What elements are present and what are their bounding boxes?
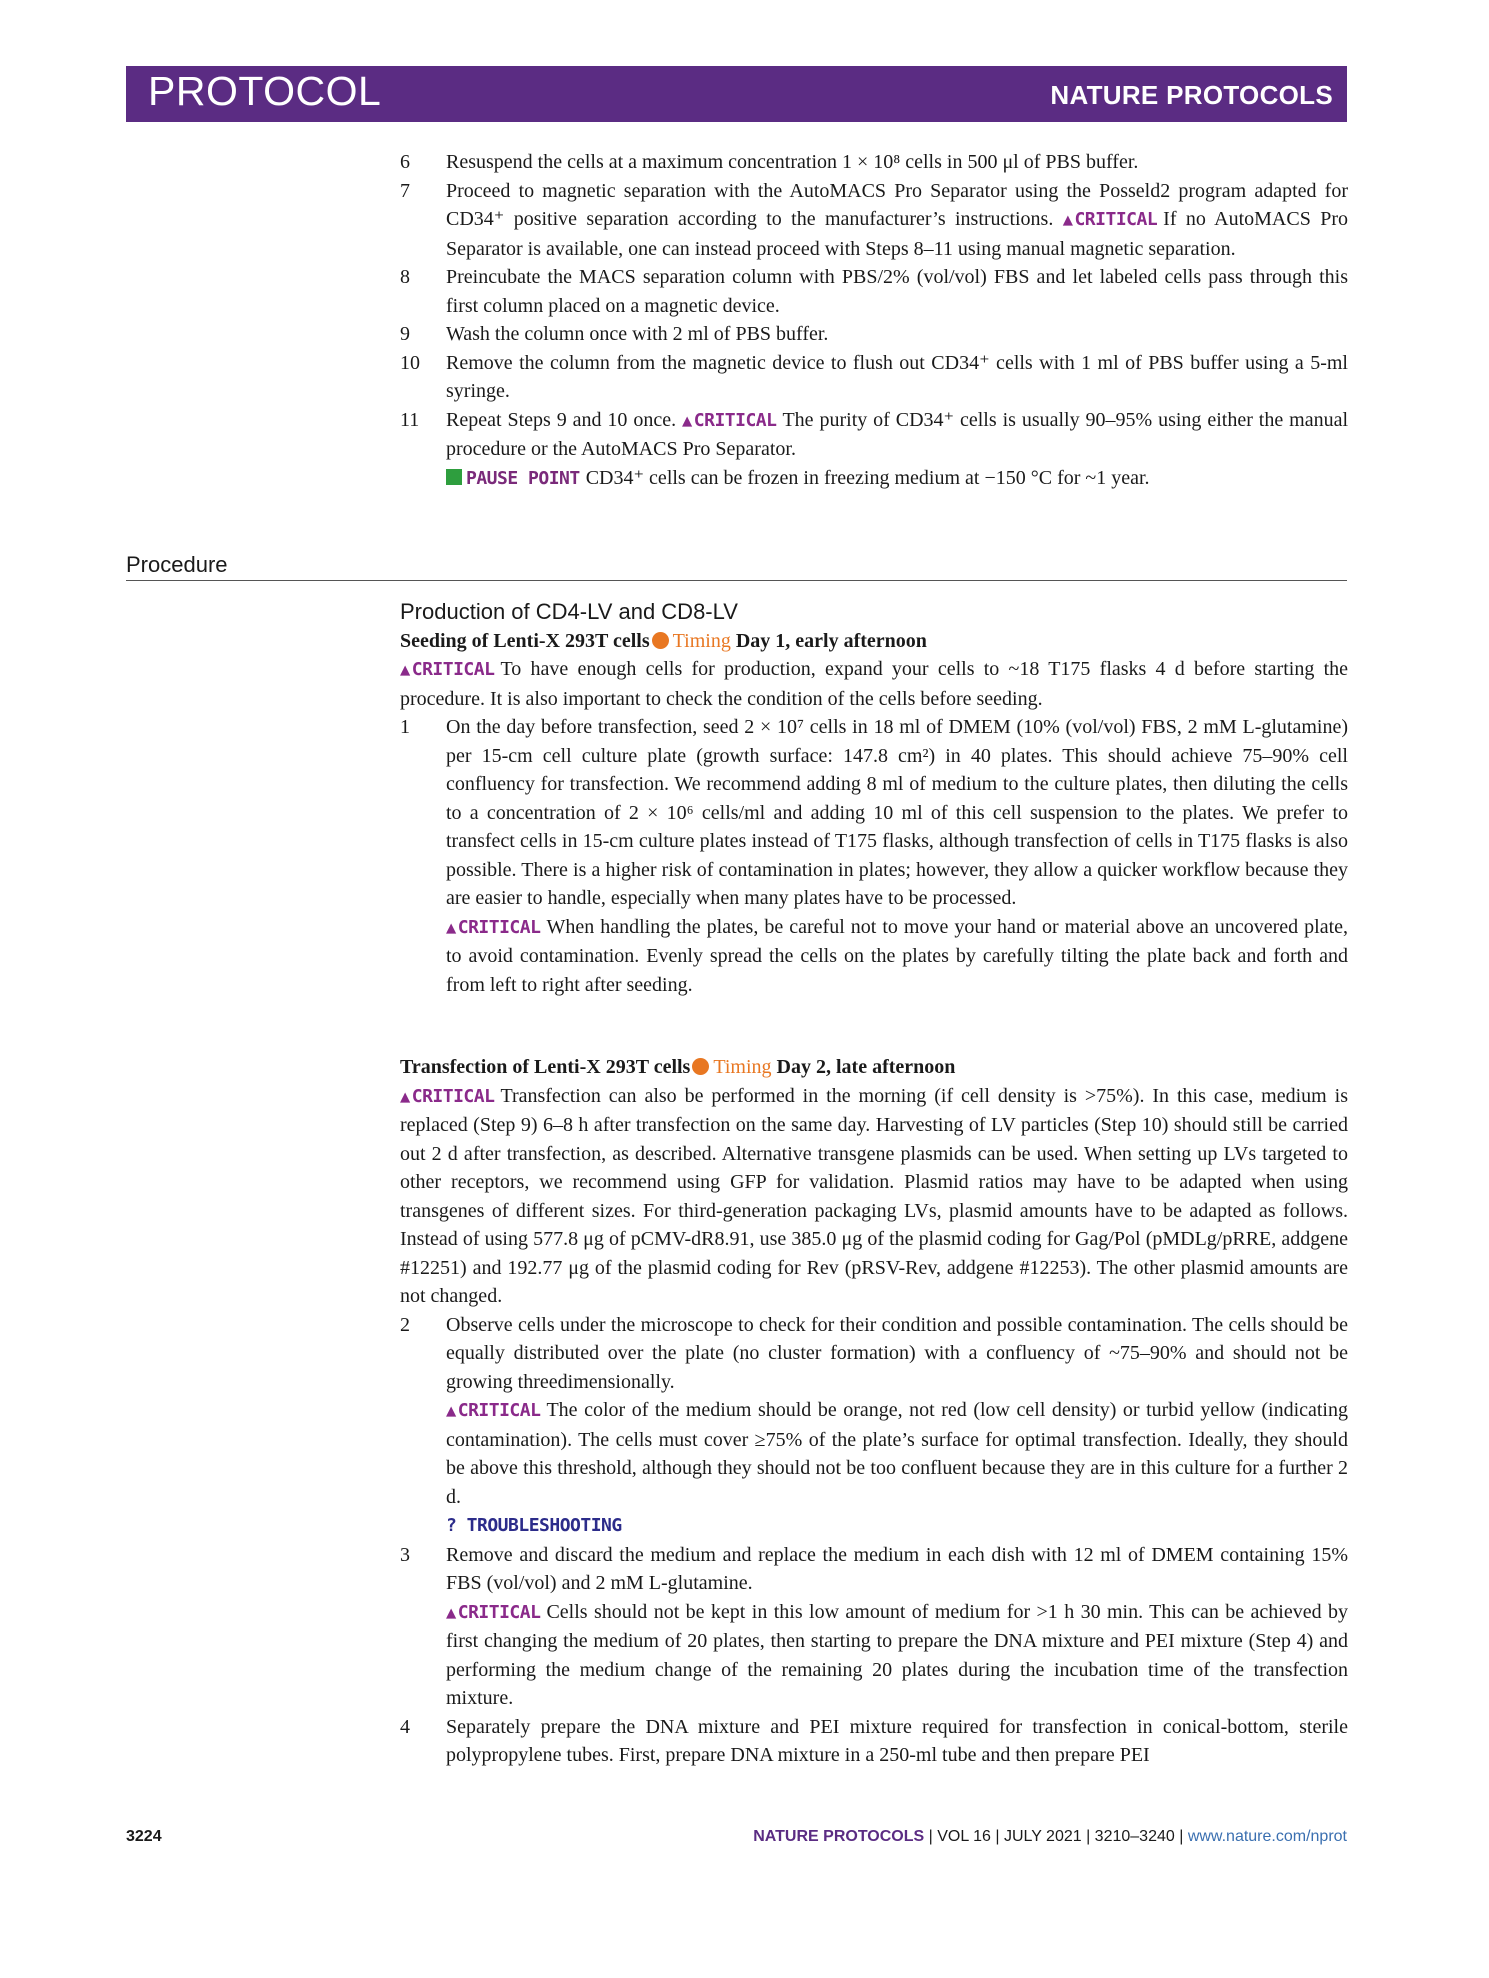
seeding-critical — [400, 655, 1348, 713]
step-2-critical — [400, 1396, 1348, 1511]
production-section — [400, 598, 1348, 999]
timing-icon — [692, 1058, 709, 1075]
footer-volume-info: | VOL 16 | JULY 2021 | 3210–3240 | — [924, 1828, 1188, 1845]
transfection-section — [400, 1053, 1348, 1770]
timing-label: Timing — [672, 629, 731, 652]
step-text: Resuspend the cells at a maximum concentration 1 × 10⁸ cells in 500 μl of PBS buffer. — [446, 151, 1139, 173]
critical-text: When handling the plates, be careful not to move your hand or material above an uncovered plate, to avoid contamination. Evenly spread the cells on the plates by carefully tilting the plate back and forth and from left to right after seeding. — [446, 915, 1348, 996]
section-label-procedure: Procedure — [126, 552, 228, 577]
troubleshooting-label[interactable]: ? TROUBLESHOOTING — [446, 1515, 622, 1536]
step-number: 9 — [400, 323, 410, 345]
step-text: Remove the column from the magnetic device to flush out CD34⁺ cells with 1 ml of PBS buffer using a 5-ml syringe. — [446, 351, 1348, 402]
step-2 — [400, 1311, 1348, 1397]
step-6 — [400, 148, 1348, 177]
critical-text: To have enough cells for production, expand your cells to ~18 T175 flasks 4 d before starting the procedure. It is also important to check the condition of the cells before seeding. — [400, 658, 1348, 710]
step-text: Remove and discard the medium and replace the medium in each dish with 12 ml of DMEM containing 15% FBS (vol/vol) and 2 mM L-glutamine. — [446, 1543, 1348, 1594]
pause-point — [400, 464, 1348, 494]
critical-label: ▲ CRITICAL — [446, 1602, 540, 1623]
step-8 — [400, 263, 1348, 320]
timing-icon — [652, 632, 669, 649]
step-text: Observe cells under the microscope to check for their condition and possible contamination. The cells should be equally distributed over the plate (no cluster formation) with a confluency of ~75–90% and should not be growing threedimensionally. — [446, 1313, 1348, 1393]
timing-label: Timing — [713, 1056, 772, 1078]
critical-triangle-icon: ▲ — [446, 1401, 456, 1421]
critical-label: ▲ CRITICAL — [1063, 209, 1157, 230]
critical-label: ▲ CRITICAL — [446, 917, 540, 938]
timing-value: Day 2, late afternoon — [776, 1056, 956, 1078]
footer-citation — [753, 1828, 1347, 1846]
subsection-heading-seeding: Seeding of Lenti-X 293T cells Timing Day 1, early afternoon — [400, 629, 927, 652]
critical-label: ▲ CRITICAL — [446, 1400, 540, 1421]
troubleshooting-link[interactable] — [400, 1511, 1348, 1541]
pause-point-text: CD34⁺ cells can be frozen in freezing medium at −150 °C for ~1 year. — [585, 466, 1150, 489]
top-steps — [400, 148, 1348, 493]
step-number: 11 — [400, 408, 420, 431]
critical-label: ▲ CRITICAL — [400, 659, 494, 680]
critical-triangle-icon: ▲ — [1062, 210, 1073, 230]
step-number: 1 — [400, 716, 410, 738]
step-9 — [400, 320, 1348, 349]
step-7 — [400, 177, 1348, 264]
step-1 — [400, 713, 1348, 913]
step-3 — [400, 1541, 1348, 1598]
subsection-heading-transfection: Transfection of Lenti-X 293T cells Timing Day 2, late afternoon — [400, 1056, 956, 1078]
step-text: Proceed to magnetic separation with the AutoMACS Pro Separator using the Posseld2 program adapted for CD34⁺ positive separation according to the manufacturer’s instructions. — [446, 179, 1348, 230]
footer-journal: NATURE PROTOCOLS — [753, 1828, 925, 1845]
step-number: 10 — [400, 351, 420, 374]
header-protocol-label: PROTOCOL — [148, 68, 382, 114]
page-header — [126, 66, 1347, 122]
step-number: 7 — [400, 179, 410, 202]
critical-text: The purity of CD34⁺ cells is usually 90–95% using either the manual procedure or the AutoMACS Pro Separator. — [446, 408, 1349, 460]
step-text: On the day before transfection, seed 2 × 10⁷ cells in 18 ml of DMEM (10% (vol/vol) FBS, 2 mM L-glutamine) per 15-cm cell culture plate (growth surface: 147.8 cm²) in 40 plates. This should achieve 75–90% cell confluency for transfection. We recommend adding 8 ml of medium to the culture plates, then diluting the cells to a concentration of 2 × 10⁶ cells/ml and adding 10 ml of this cell suspension to the plates. We prefer to transfect cells in 15-cm culture plates instead of T175 flasks, although transfection of cells in T175 flasks is also possible. There is a higher risk of contamination in plates; however, they allow a quicker workflow because they are easier to handle, especially when many plates have to be processed. — [446, 716, 1348, 909]
transfection-critical — [400, 1082, 1348, 1311]
step-11 — [400, 406, 1348, 464]
step-number: 4 — [400, 1715, 410, 1738]
step-3-critical — [400, 1598, 1348, 1713]
step-number: 6 — [400, 151, 410, 173]
step-1-critical — [400, 913, 1348, 1000]
step-10 — [400, 349, 1348, 406]
pause-square-icon — [446, 469, 462, 485]
timing-value: Day 1, early afternoon — [735, 629, 927, 652]
critical-label: ▲ CRITICAL — [682, 410, 776, 431]
footer-url-link[interactable]: www.nature.com/nprot — [1187, 1828, 1347, 1845]
page-number: 3224 — [126, 1828, 162, 1845]
section-divider — [126, 580, 1347, 581]
step-text: Wash the column once with 2 ml of PBS buffer. — [446, 323, 829, 345]
step-text: Separately prepare the DNA mixture and PEI mixture required for transfection in conical-bottom, sterile polypropylene tubes. First, prepare DNA mixture in a 250-ml tube and then prepare PEI — [446, 1715, 1348, 1766]
step-text: Preincubate the MACS separation column with PBS/2% (vol/vol) FBS and let labeled cells pass through this first column placed on a magnetic device. — [446, 266, 1348, 317]
step-number: 8 — [400, 266, 410, 288]
critical-triangle-icon: ▲ — [400, 1086, 410, 1107]
critical-text: Cells should not be kept in this low amount of medium for >1 h 30 min. This can be achieved by first changing the medium of 20 plates, then starting to prepare the DNA mixture and PEI mixture (Step 4) and performing the medium change of the remaining 20 plates during the incubation time of the transfection mixture. — [446, 1600, 1348, 1709]
critical-triangle-icon: ▲ — [446, 917, 456, 938]
critical-triangle-icon: ▲ — [682, 410, 692, 431]
critical-text: Transfection can also be performed in the morning (if cell density is >75%). In this case, medium is replaced (Step 9) 6–8 h after transfection on the same day. Harvesting of LV particles (Step 10) should still be carried out 2 d after transfection, as described. Alternative transgene plasmids can be used. When setting up LVs targeted to other receptors, we recommend using GFP for validation. Plasmid ratios may have to be adapted when using transgenes of different sizes. For third-generation packaging LVs, plasmid amounts have to be adapted as follows. Instead of using 577.8 μg of pCMV-dR8.91, use 385.0 μg of the plasmid coding for Gag/Pol (pMDLg/pRRE, addgene #12251) and 192.77 μg of the plasmid coding for Rev (pRSV-Rev, addgene #12253). The other plasmid amounts are not changed. — [400, 1084, 1348, 1307]
page-footer — [126, 1828, 1347, 1852]
section-heading: Production of CD4-LV and CD8-LV — [400, 599, 738, 624]
step-4 — [400, 1713, 1348, 1770]
step-number: 3 — [400, 1543, 410, 1566]
critical-text: The color of the medium should be orange, not red (low cell density) or turbid yellow (indicating contamination). The cells must cover ≥75% of the plate’s surface for optimal transfection. Ideally, they should be above this threshold, although they should not be too confluent because they are in this culture for a further 2 d. — [446, 1399, 1348, 1508]
critical-triangle-icon: ▲ — [400, 660, 410, 680]
critical-text: If no AutoMACS Pro Separator is available, one can instead proceed with Steps 8–11 using manual magnetic separation. — [446, 208, 1348, 260]
critical-triangle-icon: ▲ — [446, 1602, 456, 1623]
step-text: Repeat Steps 9 and 10 once. — [446, 408, 677, 431]
header-journal-name: NATURE PROTOCOLS — [1050, 80, 1333, 110]
step-number: 2 — [400, 1313, 410, 1336]
critical-label: ▲ CRITICAL — [400, 1086, 494, 1107]
pause-point-label: PAUSE POINT — [446, 468, 580, 489]
